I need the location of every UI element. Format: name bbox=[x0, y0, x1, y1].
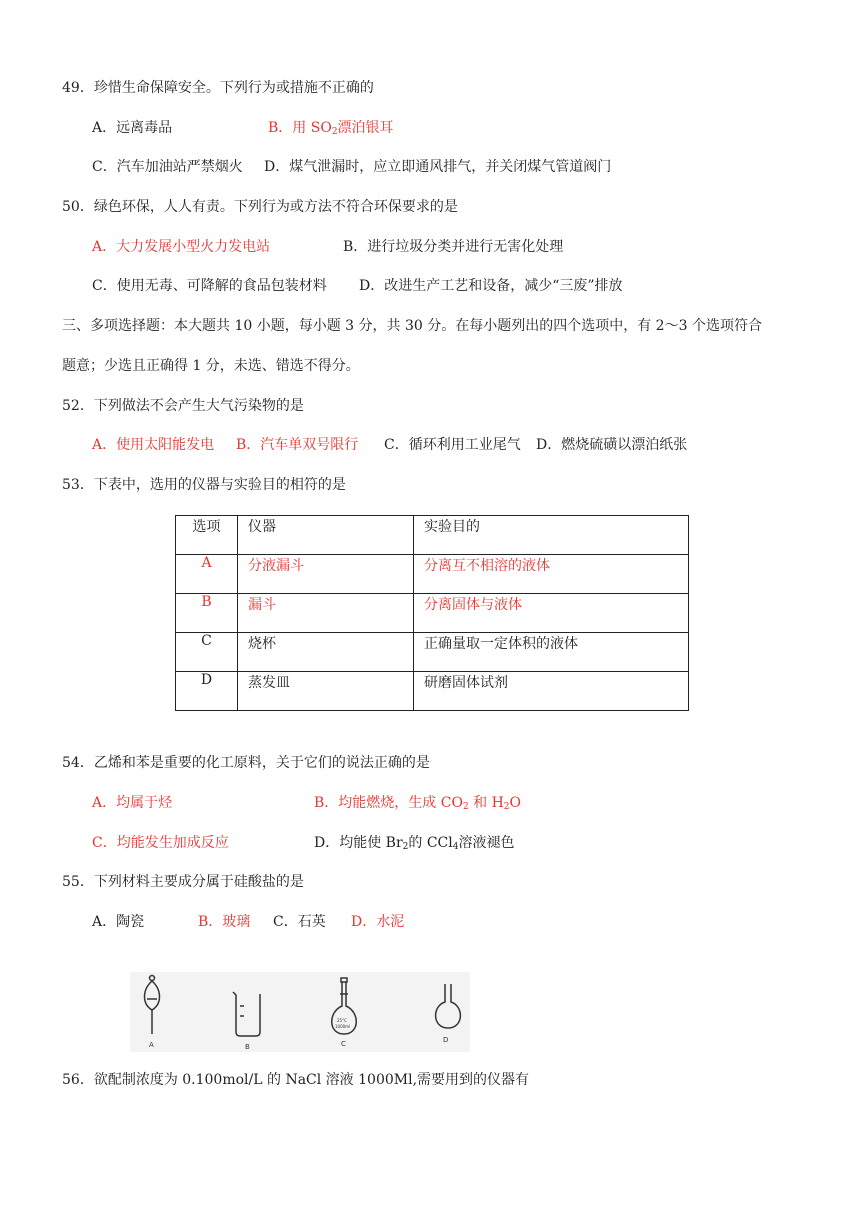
q52-option-c: C．循环利用工业尾气 bbox=[384, 437, 521, 453]
row-purpose: 正确量取一定体积的液体 bbox=[414, 633, 689, 672]
q52-option-a: A．使用太阳能发电 bbox=[92, 437, 215, 453]
q50-option-a: A．大力发展小型火力发电站 bbox=[92, 239, 271, 255]
apparatus-figure bbox=[130, 972, 470, 1052]
table-header-row bbox=[176, 516, 689, 555]
q55-option-c: C．石英 bbox=[273, 914, 326, 930]
q50-option-c: C．使用无毒、可降解的食品包装材料 bbox=[92, 278, 327, 294]
q55-option-b: B．玻璃 bbox=[198, 914, 251, 930]
row-option: D bbox=[176, 672, 238, 711]
row-instrument: 漏斗 bbox=[238, 594, 414, 633]
q52-option-d: D．燃烧硫磺以漂泊纸张 bbox=[536, 437, 688, 453]
q54-option-c: C．均能发生加成反应 bbox=[92, 835, 229, 851]
flask-volume-label: 1000ml bbox=[335, 1024, 351, 1029]
q55-option-a: A．陶瓷 bbox=[92, 914, 145, 930]
header-purpose: 实验目的 bbox=[414, 516, 689, 555]
q52-option-b: B．汽车单双号限行 bbox=[236, 437, 359, 453]
q54-option-d: D．均能使 $Br_2$的 CCl$_4$溶液褪色 bbox=[314, 835, 515, 852]
q49-option-a: A．远离毒品 bbox=[92, 120, 173, 136]
header-option: 选项 bbox=[176, 516, 238, 555]
table-row bbox=[176, 672, 689, 711]
q49-option-b: B．用 $SO_2$漂泊银耳 bbox=[268, 120, 394, 137]
table-row bbox=[176, 555, 689, 594]
q54-option-a: A．均属于烃 bbox=[92, 795, 173, 811]
q55-stem: 55．下列材料主要成分属于硅酸盐的是 bbox=[62, 874, 304, 890]
row-instrument: 烧杯 bbox=[238, 633, 414, 672]
q55-option-d: D．水泥 bbox=[351, 914, 405, 930]
q50-option-b: B．进行垃圾分类并进行无害化处理 bbox=[343, 239, 564, 255]
row-instrument: 蒸发皿 bbox=[238, 672, 414, 711]
q53-stem: 53．下表中，选用的仪器与实验目的相符的是 bbox=[62, 477, 346, 493]
q56-stem: 56．欲配制浓度为 0.100mol/L 的 NaCl 溶液 1000Ml,需要用到的仪器有 bbox=[62, 1072, 530, 1088]
label-b: B bbox=[245, 1043, 250, 1051]
instrument-table bbox=[175, 515, 689, 711]
row-purpose: 分离互不相溶的液体 bbox=[414, 555, 689, 594]
table-row bbox=[176, 594, 689, 633]
row-instrument: 分液漏斗 bbox=[238, 555, 414, 594]
q52-stem: 52．下列做法不会产生大气污染物的是 bbox=[62, 398, 304, 414]
header-instrument: 仪器 bbox=[238, 516, 414, 555]
q50-option-d: D．改进生产工艺和设备，减少“三废”排放 bbox=[359, 278, 623, 294]
section-3-instructions: 题意；少选且正确得 1 分，未选、错选不得分。 bbox=[62, 358, 360, 374]
row-purpose: 分离固体与液体 bbox=[414, 594, 689, 633]
q50-stem: 50．绿色环保，人人有责。下列行为或方法不符合环保要求的是 bbox=[62, 199, 458, 215]
figure-background bbox=[130, 972, 470, 1052]
label-a: A bbox=[149, 1041, 154, 1049]
q49-option-c: C．汽车加油站严禁烟火 bbox=[92, 159, 243, 175]
row-purpose: 研磨固体试剂 bbox=[414, 672, 689, 711]
label-c: C bbox=[341, 1040, 346, 1048]
q49-stem: 49．珍惜生命保障安全。下列行为或措施不正确的 bbox=[62, 80, 374, 96]
label-d: D bbox=[443, 1036, 449, 1044]
flask-temp-label: 25°C bbox=[337, 1018, 347, 1023]
row-option: A bbox=[176, 555, 238, 594]
section-3-heading: 三、多项选择题：本大题共 10 小题，每小题 3 分，共 30 分。在每小题列出的四个选项中，有 2～3 个选项符合 bbox=[62, 318, 762, 334]
q54-option-b: B．均能燃烧，生成 $CO_2$ 和 $H_2O$ bbox=[314, 795, 521, 812]
q49-option-d: D．煤气泄漏时，应立即通风排气，并关闭煤气管道阀门 bbox=[264, 159, 612, 175]
q54-stem: 54．乙烯和苯是重要的化工原料，关于它们的说法正确的是 bbox=[62, 755, 430, 771]
row-option: B bbox=[176, 594, 238, 633]
table-row bbox=[176, 633, 689, 672]
row-option: C bbox=[176, 633, 238, 672]
